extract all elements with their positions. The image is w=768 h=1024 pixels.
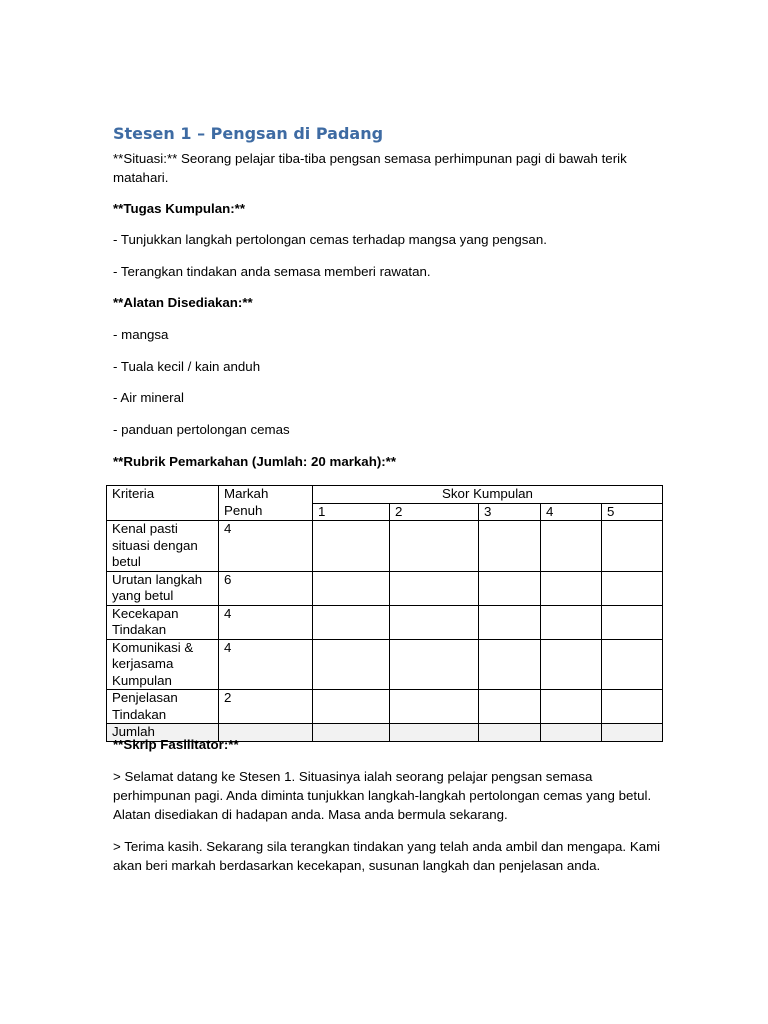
score-cell: [479, 521, 541, 572]
markah-cell: 2: [219, 690, 313, 724]
kriteria-cell: Komunikasi & kerjasama Kumpulan: [107, 639, 219, 690]
header-group: 4: [541, 503, 602, 521]
table-header-row: [107, 486, 663, 504]
score-cell: [313, 521, 390, 572]
score-cell: [602, 639, 663, 690]
score-cell: [313, 690, 390, 724]
page-title: Stesen 1 – Pengsan di Padang: [113, 124, 384, 143]
markah-cell: 4: [219, 521, 313, 572]
table-row: [107, 605, 663, 639]
alatan-heading: **Alatan Disediakan:**: [113, 295, 253, 310]
score-cell: [541, 571, 602, 605]
alatan-item: - Air mineral: [113, 390, 184, 405]
markah-cell: 6: [219, 571, 313, 605]
table-row: [107, 690, 663, 724]
header-group: 3: [479, 503, 541, 521]
score-cell: [541, 521, 602, 572]
score-cell: [313, 605, 390, 639]
rubric-table: [106, 485, 663, 742]
score-cell: [479, 605, 541, 639]
score-cell: [602, 690, 663, 724]
tugas-heading: **Tugas Kumpulan:**: [113, 201, 245, 216]
score-cell: [313, 639, 390, 690]
markah-cell: 4: [219, 639, 313, 690]
skrip-paragraph: > Terima kasih. Sekarang sila terangkan tindakan yang telah anda ambil dan mengapa. Kami akan beri markah berdasarkan kecekapan, susunan langkah dan penjelasan anda.: [113, 839, 661, 873]
kriteria-cell: Kenal pasti situasi dengan betul: [107, 521, 219, 572]
table-row: [107, 639, 663, 690]
score-cell: [541, 639, 602, 690]
score-cell: [602, 521, 663, 572]
header-kriteria: Kriteria: [107, 486, 219, 521]
total-label: Jumlah: [107, 724, 219, 742]
tugas-item: - Terangkan tindakan anda semasa memberi rawatan.: [113, 264, 431, 279]
header-group: 2: [390, 503, 479, 521]
header-skor-kumpulan: Skor Kumpulan: [313, 486, 663, 504]
score-cell: [313, 571, 390, 605]
score-cell: [602, 571, 663, 605]
score-cell: [541, 605, 602, 639]
table-row: [107, 521, 663, 572]
score-cell: [541, 690, 602, 724]
score-cell: [479, 690, 541, 724]
score-cell: [390, 690, 479, 724]
alatan-item: - panduan pertolongan cemas: [113, 422, 290, 437]
situasi-text: **Situasi:** Seorang pelajar tiba-tiba pengsan semasa perhimpunan pagi di bawah terik matahari.: [113, 151, 627, 185]
score-cell: [390, 639, 479, 690]
score-cell: [390, 521, 479, 572]
tugas-item: - Tunjukkan langkah pertolongan cemas terhadap mangsa yang pengsan.: [113, 232, 547, 247]
header-markah-penuh: Markah Penuh: [219, 486, 313, 521]
table-row: [107, 571, 663, 605]
alatan-item: - Tuala kecil / kain anduh: [113, 359, 261, 374]
kriteria-cell: Urutan langkah yang betul: [107, 571, 219, 605]
rubrik-heading: **Rubrik Pemarkahan (Jumlah: 20 markah):**: [113, 454, 397, 469]
score-cell: [479, 571, 541, 605]
score-cell: [390, 605, 479, 639]
kriteria-cell: Penjelasan Tindakan: [107, 690, 219, 724]
header-group: 5: [602, 503, 663, 521]
markah-cell: 4: [219, 605, 313, 639]
skrip-paragraph: > Selamat datang ke Stesen 1. Situasinya ialah seorang pelajar pengsan semasa perhimpunan pagi. Anda diminta tunjukkan langkah-langkah pertolongan cemas yang betul. Alatan disediakan di hadapan anda. Masa anda bermula sekarang.: [113, 769, 652, 822]
alatan-item: - mangsa: [113, 327, 169, 342]
header-group: 1: [313, 503, 390, 521]
score-cell: [602, 605, 663, 639]
kriteria-cell: Kecekapan Tindakan: [107, 605, 219, 639]
score-cell: [390, 571, 479, 605]
score-cell: [479, 639, 541, 690]
skrip-heading: **Skrip Fasilitator:**: [113, 737, 239, 752]
